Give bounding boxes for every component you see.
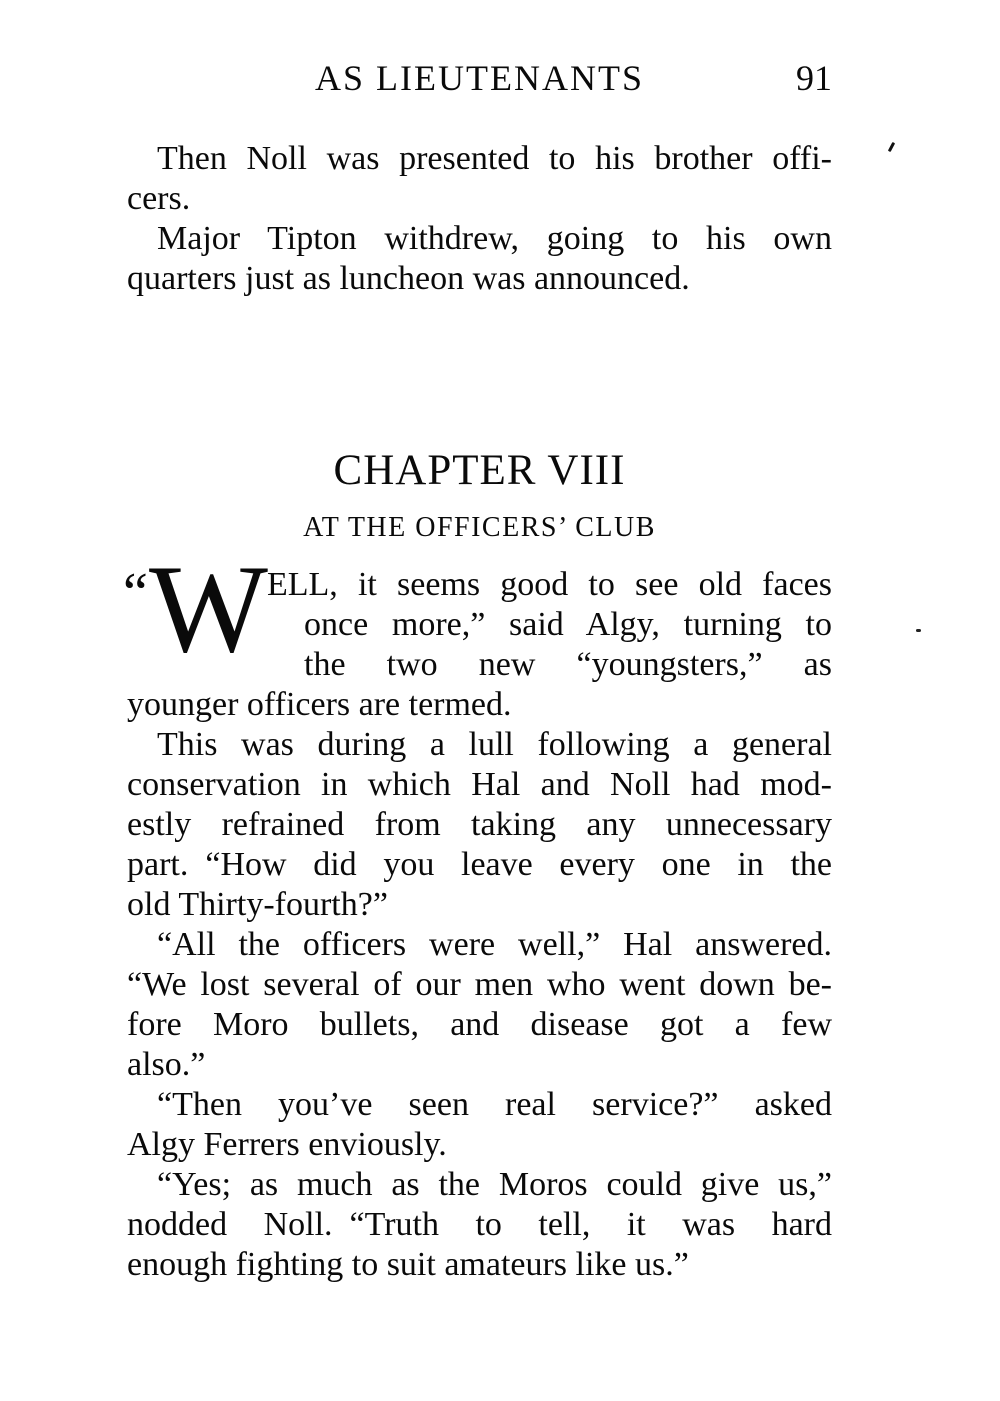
- paragraph: [127, 925, 832, 1085]
- running-header-title: AS LIEUTENANTS: [315, 58, 644, 98]
- text-line: the two new “youngsters,” as: [304, 646, 832, 683]
- text-line: “Yes; as much as the Moros could give us,”: [157, 1166, 832, 1203]
- text-line: old Thirty-fourth?”: [127, 886, 388, 923]
- paragraph: [127, 1085, 832, 1165]
- page-number: 91: [796, 58, 832, 98]
- running-header: [127, 58, 832, 98]
- intro-paragraphs: [127, 139, 832, 299]
- text-line: Then Noll was presented to his brother offi-: [157, 140, 832, 177]
- text-line: “All the officers were well,” Hal answered.: [157, 926, 832, 963]
- paragraph: [127, 725, 832, 925]
- text-line: also.”: [127, 1046, 206, 1083]
- text-line: conservation in which Hal and Noll had mod-: [127, 766, 832, 803]
- text-line: fore Moro bullets, and disease got a few: [127, 1006, 832, 1043]
- text-line: part. “How did you leave every one in the: [127, 846, 832, 883]
- text-line: Major Tipton withdrew, going to his own: [157, 220, 832, 257]
- paragraph: [127, 139, 832, 219]
- text-line: once more,” said Algy, turning to: [304, 606, 832, 643]
- paragraph: [127, 219, 832, 299]
- text-line: younger officers are termed.: [127, 686, 512, 723]
- scan-speck-icon: [916, 629, 921, 632]
- text-line: cers.: [127, 180, 191, 217]
- text-line: “We lost several of our men who went down be-: [127, 966, 832, 1003]
- paragraph: [127, 1165, 832, 1285]
- drop-cap-letter: W: [149, 540, 268, 679]
- body-paragraphs: [127, 725, 832, 1285]
- text-line: This was during a lull following a general: [157, 726, 832, 763]
- scan-speck-icon: [888, 142, 895, 152]
- text-line: enough fighting to suit amateurs like us.”: [127, 1246, 689, 1283]
- text-line: quarters just as luncheon was announced.: [127, 260, 690, 297]
- text-line: nodded Noll. “Truth to tell, it was hard: [127, 1206, 832, 1243]
- text-line: “Then you’ve seen real service?” asked: [157, 1086, 832, 1123]
- chapter-heading: CHAPTER VIII: [333, 447, 626, 494]
- text-line: Algy Ferrers enviously.: [127, 1126, 447, 1163]
- dropcap-paragraph: [123, 540, 832, 725]
- chapter-subheading: AT THE OFFICERS’ CLUB: [303, 512, 656, 543]
- text-line: estly refrained from taking any unnecessary: [127, 806, 832, 843]
- drop-cap-open-quote: “: [123, 562, 148, 624]
- text-line: ELL, it seems good to see old faces: [267, 566, 832, 603]
